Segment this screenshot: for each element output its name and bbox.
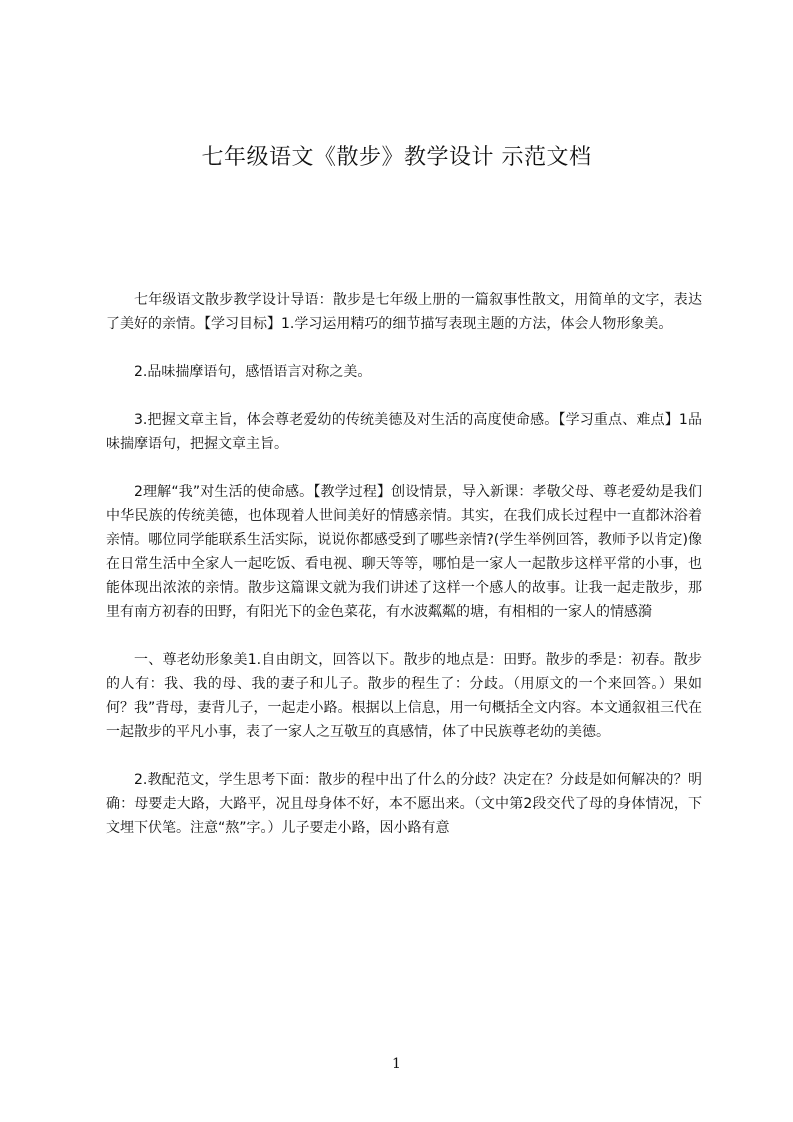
paragraph-section-two: 2.教配范文，学生思考下面：散步的程中出了什么的分歧？决定在？分歧是如何解决的？明确：母要走大路，大路平，况且母身体不好，本不愿出来。（文中第2段交代了母的身体情况，下文埋下伏笔。注意“熬”字。）儿子要走小路，因小路有意 xyxy=(106,772,702,836)
paragraph-section-one: 一、尊老幼形象美1.自由朗文，回答以下。散步的地点是：田野。散步的季是：初春。散步的人有：我、我的母、我的妻子和儿子。散步的程生了：分歧。（用原文的一个来回答。）果如何？我”背母，妻背儿子，一起走小路。根据以上信息，用一句概括全文内容。本文通叙祖三代在一起散步的平凡小事，表了一家人之互敬互的真感情，体了中民族尊老幼的美德。 xyxy=(106,652,702,740)
page-number: 1 xyxy=(392,1056,401,1072)
paragraph-objective-2: 2.品味揣摩语句，感悟语言对称之美。 xyxy=(134,364,372,380)
paragraph-teaching-process: 2理解“我”对生活的使命感。【教学过程】创设情景，导入新课：孝敬父母、尊老爱幼是我们中华民族的传统美德，也体现着人世间美好的情感亲情。其实，在我们成长过程中一直都沐浴着亲情。哪位同学能联系生活实际，说说你都感受到了哪些亲情?(学生举例回答，教师予以肯定)像在日常生活中全家人一起吃饭、看电视、聊天等等，哪怕是一家人一起散步这样平常的小事，也能体现出浓浓的亲情。散步这篇课文就为我们讲述了这样一个感人的故事。让我一起走散步，那里有南方初春的田野，有阳光下的金色菜花，有水波粼粼的塘，有相相的一家人的情感漪 xyxy=(106,484,702,620)
paragraph-objective-3: 3.把握文章主旨，体会尊老爱幼的传统美德及对生活的高度使命感。【学习重点、难点】1品味揣摩语句，把握文章主旨。 xyxy=(106,412,702,452)
document-body xyxy=(106,288,702,864)
paragraph-intro: 七年级语文散步教学设计导语：散步是七年级上册的一篇叙事性散文，用简单的文字，表达了美好的亲情。【学习目标】1.学习运用精巧的细节描写表现主题的方法，体会人物形象美。 xyxy=(106,292,702,332)
document-title: 七年级语文《散步》教学设计 示范文档 xyxy=(201,145,592,170)
